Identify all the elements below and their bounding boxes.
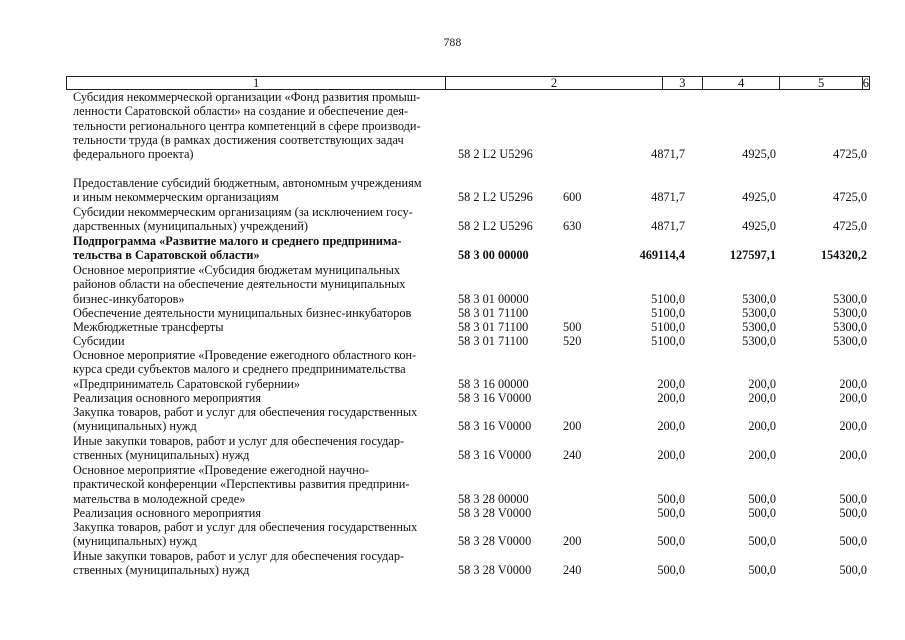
row-code: 58 3 28 V0000 xyxy=(458,563,532,578)
description-line: Предоставление субсидий бюджетным, автономным учреждениям xyxy=(73,176,422,190)
description-line: курса среди субъектов малого и среднего предпринимательства xyxy=(73,362,406,377)
row-description xyxy=(73,549,444,578)
row-value-col5: 500,0 xyxy=(748,491,776,506)
row-value-col6: 500,0 xyxy=(839,506,867,520)
row-value-col5: 4925,0 xyxy=(742,147,776,162)
row-description xyxy=(73,306,444,320)
row-value-col5: 127597,1 xyxy=(729,248,776,263)
row-value-col5: 4925,0 xyxy=(742,190,776,205)
row-expense-type: 200 xyxy=(563,419,582,434)
row-description xyxy=(73,405,444,434)
description-line: Иные закупки товаров, работ и услуг для обеспечения государ- xyxy=(73,434,405,448)
row-code: 58 2 L2 U5296 xyxy=(458,147,533,162)
description-line: Иные закупки товаров, работ и услуг для обеспечения государ- xyxy=(73,549,405,563)
row-description xyxy=(73,348,444,391)
header-col-1: 1 xyxy=(67,77,446,89)
description-line: «Предприниматель Саратовской губернии» xyxy=(73,376,300,391)
row-description xyxy=(73,90,444,161)
row-value-col6: 4725,0 xyxy=(833,147,867,162)
row-value-col5: 5300,0 xyxy=(742,306,776,320)
description-line: районов области на обеспечение деятельности муниципальных xyxy=(73,277,406,292)
row-description xyxy=(73,391,444,405)
description-line: тельности труда (в рамках достижения соответствующих задач xyxy=(73,132,404,147)
description-line: (муниципальных) нужд xyxy=(73,419,197,434)
description-line: дарственных (муниципальных) учреждений) xyxy=(73,219,308,234)
row-code: 58 3 16 00000 xyxy=(458,376,529,391)
row-value-col5: 5300,0 xyxy=(742,291,776,306)
header-col-5: 5 xyxy=(780,77,862,89)
row-value-col5: 500,0 xyxy=(748,506,776,520)
row-description xyxy=(73,176,444,205)
row-code: 58 2 L2 U5296 xyxy=(458,219,533,234)
row-expense-type: 520 xyxy=(563,334,582,348)
row-description xyxy=(73,434,444,463)
header-col-4: 4 xyxy=(703,77,780,89)
description-line: бизнес-инкубаторов» xyxy=(73,291,185,306)
row-description xyxy=(73,263,444,306)
row-value-col5: 200,0 xyxy=(748,448,776,463)
row-value-col5: 200,0 xyxy=(748,391,776,405)
description-line: мательства в молодежной среде» xyxy=(73,491,246,506)
row-code: 58 3 16 V0000 xyxy=(458,419,532,434)
description-line: Субсидия некоммерческой организации «Фонд развития промыш- xyxy=(73,90,421,104)
description-line: тельства в Саратовской области» xyxy=(73,248,260,263)
row-value-col5: 500,0 xyxy=(748,563,776,578)
row-value-col6: 200,0 xyxy=(839,448,867,463)
description-line: ленности Саратовской области» на создание и обеспечение дея- xyxy=(73,104,409,119)
row-code: 58 3 01 71100 xyxy=(458,306,529,320)
row-value-col5: 4925,0 xyxy=(742,219,776,234)
row-value-col4: 4871,7 xyxy=(651,147,685,162)
row-description xyxy=(73,463,444,506)
row-value-col5: 5300,0 xyxy=(742,334,776,348)
row-description xyxy=(73,334,444,348)
row-value-col4: 5100,0 xyxy=(651,306,685,320)
row-expense-type: 200 xyxy=(563,534,582,549)
row-value-col4: 469114,4 xyxy=(639,248,685,263)
row-code: 58 3 01 71100 xyxy=(458,320,529,334)
row-value-col6: 200,0 xyxy=(839,376,867,391)
description-line: тельности регионального центра компетенций в сфере производи- xyxy=(73,118,421,133)
row-value-col4: 4871,7 xyxy=(651,190,685,205)
description-line: Межбюджетные трансферты xyxy=(73,320,224,334)
row-value-col4: 5100,0 xyxy=(651,334,685,348)
description-line: Основное мероприятие «Проведение ежегодного областного кон- xyxy=(73,348,417,362)
row-expense-type: 600 xyxy=(563,190,582,205)
header-col-2: 2 xyxy=(446,77,663,89)
row-expense-type: 240 xyxy=(563,563,582,578)
row-value-col4: 500,0 xyxy=(657,506,685,520)
row-value-col5: 200,0 xyxy=(748,419,776,434)
row-value-col6: 4725,0 xyxy=(833,219,867,234)
row-value-col6: 200,0 xyxy=(839,391,867,405)
row-code: 58 3 16 V0000 xyxy=(458,391,532,405)
row-value-col6: 5300,0 xyxy=(833,306,867,320)
description-line: ственных (муниципальных) нужд xyxy=(73,448,250,463)
row-value-col4: 4871,7 xyxy=(651,219,685,234)
header-col-3: 3 xyxy=(663,77,703,89)
row-code: 58 3 01 00000 xyxy=(458,291,529,306)
row-value-col4: 500,0 xyxy=(657,491,685,506)
row-code: 58 3 28 V0000 xyxy=(458,534,532,549)
row-description xyxy=(73,506,444,520)
row-value-col6: 500,0 xyxy=(839,534,867,549)
row-value-col5: 500,0 xyxy=(748,534,776,549)
description-line: Реализация основного мероприятия xyxy=(73,391,262,405)
row-value-col6: 5300,0 xyxy=(833,334,867,348)
row-description xyxy=(73,520,444,549)
row-value-col4: 200,0 xyxy=(657,391,685,405)
row-value-col5: 200,0 xyxy=(748,376,776,391)
row-value-col6: 5300,0 xyxy=(833,291,867,306)
row-value-col4: 5100,0 xyxy=(651,291,685,306)
page-number: 788 xyxy=(443,37,462,49)
header-col-6: 6 xyxy=(862,76,869,90)
description-line: практической конференции «Перспективы развития предприни- xyxy=(73,477,410,492)
row-description xyxy=(73,320,444,334)
row-code: 58 3 00 00000 xyxy=(458,248,529,263)
row-code: 58 3 28 V0000 xyxy=(458,506,532,520)
row-code: 58 3 01 71100 xyxy=(458,334,529,348)
row-value-col4: 5100,0 xyxy=(651,320,685,334)
row-value-col4: 200,0 xyxy=(657,419,685,434)
description-line: Закупка товаров, работ и услуг для обеспечения государственных xyxy=(73,405,418,419)
row-code: 58 3 16 V0000 xyxy=(458,448,532,463)
row-value-col6: 154320,2 xyxy=(820,248,867,263)
row-value-col4: 200,0 xyxy=(657,376,685,391)
description-line: Субсидии некоммерческим организациям (за исключением госу- xyxy=(73,205,413,219)
description-line: Субсидии xyxy=(73,334,125,348)
row-code: 58 3 28 00000 xyxy=(458,491,529,506)
description-line: ственных (муниципальных) нужд xyxy=(73,563,250,578)
description-line: Основное мероприятие «Проведение ежегодной научно- xyxy=(73,463,370,477)
row-value-col6: 500,0 xyxy=(839,491,867,506)
table-header xyxy=(66,76,870,90)
description-line: Подпрограмма «Развитие малого и среднего предпринима- xyxy=(73,234,402,248)
row-value-col4: 500,0 xyxy=(657,534,685,549)
row-value-col4: 200,0 xyxy=(657,448,685,463)
row-expense-type: 630 xyxy=(563,219,582,234)
row-description xyxy=(73,234,444,263)
description-line: и иным некоммерческим организациям xyxy=(73,190,279,205)
row-expense-type: 500 xyxy=(563,320,582,334)
description-line: Обеспечение деятельности муниципальных бизнес-инкубаторов xyxy=(73,306,412,320)
row-value-col5: 5300,0 xyxy=(742,320,776,334)
row-code: 58 2 L2 U5296 xyxy=(458,190,533,205)
row-expense-type: 240 xyxy=(563,448,582,463)
description-line: федерального проекта) xyxy=(73,147,194,162)
description-line: Закупка товаров, работ и услуг для обеспечения государственных xyxy=(73,520,418,534)
description-line: (муниципальных) нужд xyxy=(73,534,197,549)
row-value-col6: 200,0 xyxy=(839,419,867,434)
row-description xyxy=(73,205,444,234)
description-line: Основное мероприятие «Субсидия бюджетам муниципальных xyxy=(73,263,401,277)
row-value-col6: 4725,0 xyxy=(833,190,867,205)
description-line: Реализация основного мероприятия xyxy=(73,506,262,520)
row-value-col6: 5300,0 xyxy=(833,320,867,334)
row-value-col6: 500,0 xyxy=(839,563,867,578)
row-value-col4: 500,0 xyxy=(657,563,685,578)
